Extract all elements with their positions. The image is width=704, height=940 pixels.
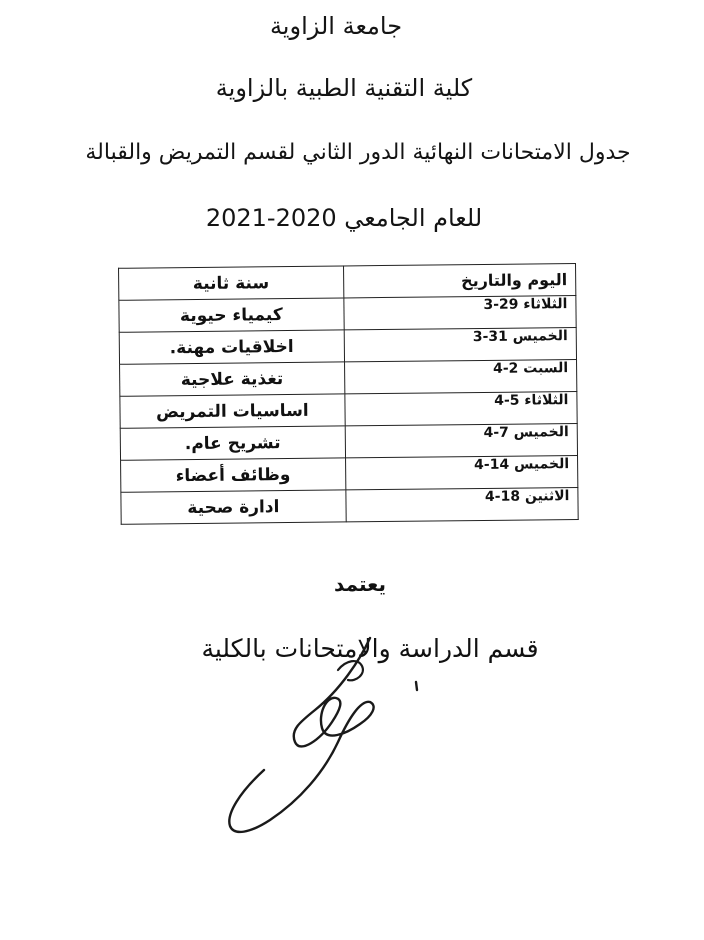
table-row (120, 391, 577, 428)
exam-schedule-table (118, 263, 579, 525)
exam-subject: تغذية علاجية (120, 362, 345, 396)
subject-column-header: سنة ثانية (119, 266, 344, 300)
exam-date: السبت 2-4 (344, 359, 577, 393)
schedule-title: جدول الامتحانات النهائية الدور الثاني لقسم التمريض والقبالة (85, 140, 631, 165)
exam-subject: كيمياء حيوية (119, 298, 344, 332)
exam-subject: ادارة صحية (121, 490, 346, 524)
academic-year: للعام الجامعي 2020-2021 (205, 204, 483, 232)
exam-date: الخميس 31-3 (344, 328, 577, 362)
exam-date: الخميس 7-4 (345, 423, 578, 457)
table-row (121, 487, 578, 524)
exam-subject: اساسيات التمريض (120, 394, 345, 428)
date-column-header: اليوم والتاريخ (343, 264, 576, 298)
exam-subject: وظائف أعضاء (121, 458, 346, 492)
approval-label: يعتمد (334, 572, 386, 596)
table-row (120, 359, 577, 396)
faculty-name: كلية التقنية الطبية بالزاوية (215, 74, 473, 102)
university-name: جامعة الزاوية (269, 12, 403, 40)
handwritten-signature (220, 630, 440, 850)
exam-date: الثلاثاء 29-3 (344, 296, 577, 330)
exam-subject: تشريح عام. (120, 426, 345, 460)
department-name: قسم الدراسة والامتحانات بالكلية (201, 634, 539, 663)
table-row (119, 328, 576, 365)
exam-date: الثلاثاء 5-4 (345, 391, 578, 425)
exam-date: الاثنين 18-4 (346, 487, 579, 521)
table-row (119, 296, 576, 333)
exam-subject: اخلاقيات مهنة. (119, 330, 344, 364)
table-header-row (119, 264, 576, 301)
table-row (120, 423, 577, 460)
exam-date: الخميس 14-4 (345, 455, 578, 489)
table-row (121, 455, 578, 492)
